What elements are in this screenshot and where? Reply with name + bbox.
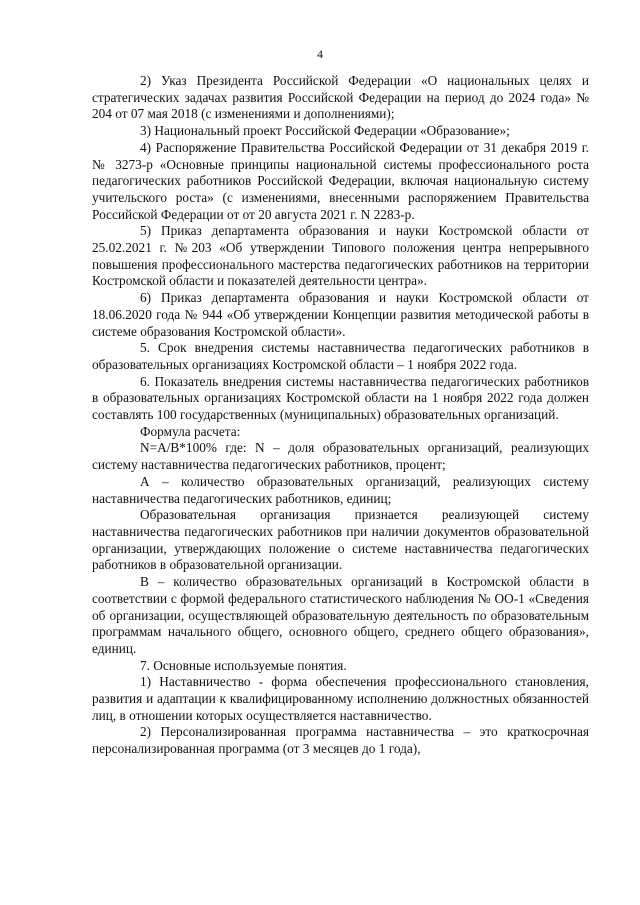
paragraph-personalized-program: 2) Персонализированная программа наставничества – это краткосрочная персонализированная программа (от 3 месяцев до 1 года),	[92, 724, 589, 757]
paragraph-order-3273: 4) Распоряжение Правительства Российской Федерации от 31 декабря 2019 г. № 3273-р «Основные принципы национальной системы профессионального роста педагогических работников Российской Федерации, включая национальную систему учительского роста» (с изменениями, внесенными распоряжением Правительства Российской Федерации от от 20 августа 2021 г. N 2283-р.	[92, 139, 589, 222]
paragraph-mentoring-definition: 1) Наставничество - форма обеспечения профессионального становления, развития и адаптации к квалифицированному исполнению должностных обязанностей лиц, в отношении которых осуществляется наставничество.	[92, 674, 589, 723]
page-number: 4	[317, 47, 323, 61]
paragraph-indicator: 6. Показатель внедрения системы наставничества педагогических работников в образовательных организациях Костромской области на 1 ноября 2022 года должен составлять 100 государственных (муниципальных) образовательных организаций.	[92, 373, 589, 423]
paragraph-order-203: 5) Приказ департамента образования и науки Костромской области от 25.02.2021 г. №203 «Об утверждении Типового положения центра непрерывного повышения профессионального мастерства педагогических работников на территории Костромской области и показателей деятельности центра».	[92, 223, 589, 289]
paragraph-implementation-date: 5. Срок внедрения системы наставничества педагогических работников в образовательных организациях Костромской области – 1 ноября 2022 года.	[92, 340, 589, 372]
document-body	[92, 73, 589, 758]
paragraph-variable-a: А – количество образовательных организаций, реализующих систему наставничества педагогических работников, единиц;	[92, 473, 589, 506]
paragraph-concepts-heading: 7. Основные используемые понятия.	[140, 657, 347, 673]
paragraph-variable-b: В – количество образовательных организаций в Костромской области в соответствии с формой федерального статистического наблюдения № ОО-1 «Сведения об организации, осуществляющей образовательную деятельность по образовательным программам начального общего, основного общего, среднего общего образования», единиц.	[92, 574, 589, 656]
paragraph-formula: N=A/B*100% где: N – доля образовательных организаций, реализующих систему наставничества педагогических работников, процент;	[92, 440, 589, 473]
paragraph-decree-204: 2) Указ Президента Российской Федерации «О национальных целях и стратегических задачах развития Российской Федерации на период до 2024 года» № 204 от 07 мая 2018 (с изменениями и дополнениями);	[92, 73, 589, 122]
paragraph-national-project: 3) Национальный проект Российской Федерации «Образование»;	[140, 123, 510, 139]
paragraph-formula-label: Формула расчета:	[140, 423, 241, 439]
paragraph-recognition: Образовательная организация признается реализующей систему наставничества педагогических работников при наличии документов образовательной организации, утверждающих положение о системе наставничества педагогических работников в образовательной организации.	[92, 507, 589, 573]
paragraph-order-944: 6) Приказ департамента образования и науки Костромской области от 18.06.2020 года № 944 «Об утверждении Концепции развития методической работы в системе образования Костромской области».	[92, 290, 589, 339]
